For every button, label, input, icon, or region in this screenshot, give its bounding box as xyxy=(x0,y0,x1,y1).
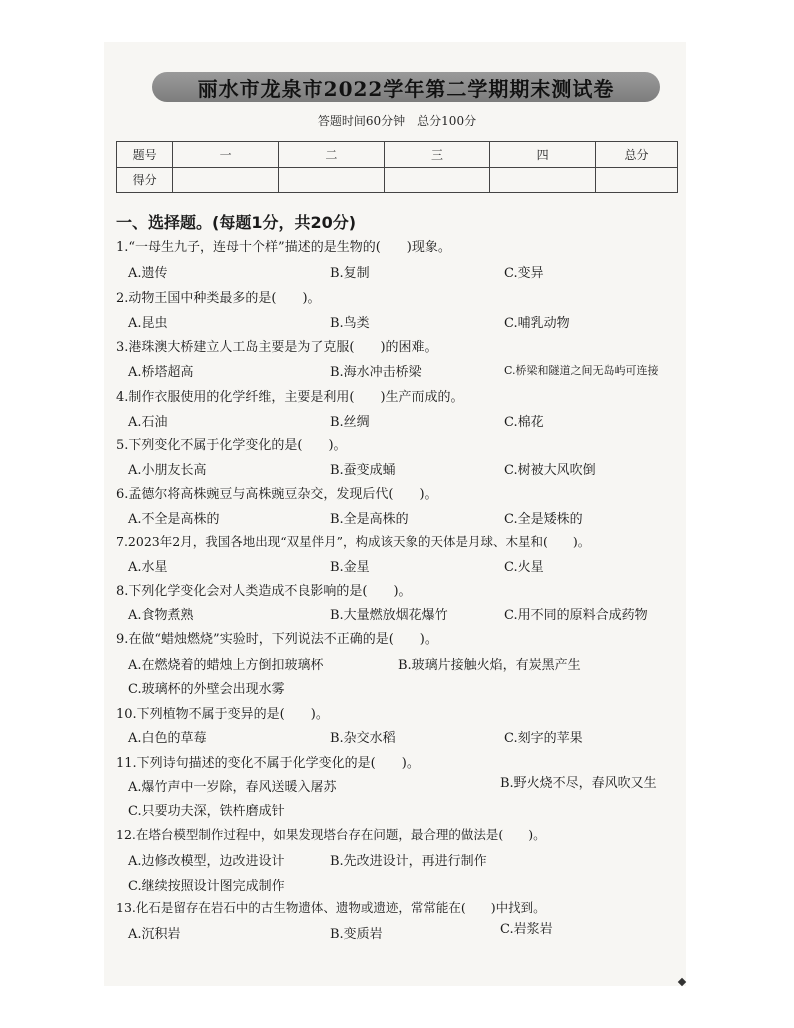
option-b[interactable]: B.蚕变成蛹 xyxy=(330,463,396,478)
question-stem: 5.下列变化不属于化学变化的是( )。 xyxy=(116,438,347,453)
option-c[interactable]: C.全是矮株的 xyxy=(504,512,583,527)
score-cell-total: 总分 xyxy=(595,142,677,168)
option-c[interactable]: C.用不同的原料合成药物 xyxy=(504,608,648,623)
score-cell-1: 一 xyxy=(173,142,279,168)
question-stem: 1.“一母生九子，连母十个样”描述的是生物的( )现象。 xyxy=(116,240,451,255)
option-b[interactable]: B.野火烧不尽，春风吹又生 xyxy=(500,776,657,791)
question-stem: 10.下列植物不属于变异的是( )。 xyxy=(116,707,329,722)
option-b[interactable]: B.变质岩 xyxy=(330,927,383,942)
question-stem: 4.制作衣服使用的化学纤维，主要是利用( )生产而成的。 xyxy=(116,390,464,405)
option-b[interactable]: B.先改进设计，再进行制作 xyxy=(330,854,487,869)
option-b[interactable]: B.海水冲击桥梁 xyxy=(330,365,422,380)
option-a[interactable]: A.食物煮熟 xyxy=(128,608,194,623)
question-stem: 2.动物王国中种类最多的是( )。 xyxy=(116,291,321,306)
score-cell-2: 二 xyxy=(279,142,385,168)
option-b[interactable]: B.杂交水稻 xyxy=(330,731,396,746)
score-cell-4: 四 xyxy=(490,142,596,168)
option-b[interactable]: B.复制 xyxy=(330,266,370,281)
option-c[interactable]: C.棉花 xyxy=(504,415,544,430)
score-table xyxy=(116,141,678,193)
option-b[interactable]: B.丝绸 xyxy=(330,415,370,430)
option-b[interactable]: B.玻璃片接触火焰，有炭黑产生 xyxy=(398,658,581,673)
question-stem: 11.下列诗句描述的变化不属于化学变化的是( )。 xyxy=(116,756,420,771)
option-c[interactable]: C.继续按照设计图完成制作 xyxy=(128,879,285,894)
option-b[interactable]: B.大量燃放烟花爆竹 xyxy=(330,608,448,623)
question-stem: 9.在做“蜡烛燃烧”实验时，下列说法不正确的是( )。 xyxy=(116,632,438,647)
score-blank-1[interactable] xyxy=(173,167,279,193)
option-a[interactable]: A.白色的草莓 xyxy=(128,731,207,746)
option-a[interactable]: A.边修改模型，边改进设计 xyxy=(128,854,285,869)
option-a[interactable]: A.小朋友长高 xyxy=(128,463,207,478)
exam-subtitle: 答题时间60分钟 总分100分 xyxy=(317,114,477,128)
score-table-score-row xyxy=(117,167,678,193)
score-cell-label: 题号 xyxy=(117,142,173,168)
option-a[interactable]: A.沉积岩 xyxy=(128,927,181,942)
score-blank-total[interactable] xyxy=(595,167,677,193)
score-blank-2[interactable] xyxy=(279,167,385,193)
option-a[interactable]: A.爆竹声中一岁除，春风送暖入屠苏 xyxy=(128,780,337,795)
option-a[interactable]: A.遗传 xyxy=(128,266,168,281)
option-a[interactable]: A.桥塔超高 xyxy=(128,365,194,380)
section-heading: 一、选择题。(每题1分，共20分) xyxy=(116,213,357,232)
question-stem: 7.2023年2月，我国各地出现“双星伴月”，构成该天象的天体是月球、木星和( )。 xyxy=(116,534,591,549)
option-c[interactable]: C.岩浆岩 xyxy=(500,922,553,937)
question-stem: 3.港珠澳大桥建立人工岛主要是为了克服( )的困难。 xyxy=(116,340,438,355)
question-stem: 6.孟德尔将高株豌豆与高株豌豆杂交，发现后代( )。 xyxy=(116,487,438,502)
exam-title: 丽水市龙泉市2022学年第二学期期末测试卷 xyxy=(152,72,660,102)
option-a[interactable]: A.在燃烧着的蜡烛上方倒扣玻璃杯 xyxy=(128,658,324,673)
option-c[interactable]: C.只要功夫深，铁杵磨成针 xyxy=(128,804,285,819)
option-a[interactable]: A.不全是高株的 xyxy=(128,512,220,527)
option-c[interactable]: C.玻璃杯的外壁会出现水雾 xyxy=(128,682,285,697)
score-blank-4[interactable] xyxy=(490,167,596,193)
score-cell-3: 三 xyxy=(384,142,490,168)
option-a[interactable]: A.昆虫 xyxy=(128,316,168,331)
score-blank-3[interactable] xyxy=(384,167,490,193)
option-a[interactable]: A.石油 xyxy=(128,415,168,430)
option-c[interactable]: C.哺乳动物 xyxy=(504,316,570,331)
option-b[interactable]: B.鸟类 xyxy=(330,316,370,331)
question-stem: 12.在塔台模型制作过程中，如果发现塔台存在问题，最合理的做法是( )。 xyxy=(116,827,546,842)
option-c[interactable]: C.火星 xyxy=(504,560,544,575)
option-c[interactable]: C.变异 xyxy=(504,266,544,281)
option-b[interactable]: B.全是高株的 xyxy=(330,512,409,527)
option-c[interactable]: C.桥梁和隧道之间无岛屿可连接 xyxy=(504,364,659,377)
question-stem: 13.化石是留存在岩石中的古生物遗体、遗物或遗迹，常常能在( )中找到。 xyxy=(116,900,546,915)
option-c[interactable]: C.刻字的苹果 xyxy=(504,731,583,746)
score-row-label: 得分 xyxy=(117,167,173,193)
question-stem: 8.下列化学变化会对人类造成不良影响的是( )。 xyxy=(116,584,412,599)
option-c[interactable]: C.树被大风吹倒 xyxy=(504,463,596,478)
score-table-header-row xyxy=(117,142,678,168)
option-a[interactable]: A.水星 xyxy=(128,560,168,575)
option-b[interactable]: B.金星 xyxy=(330,560,370,575)
